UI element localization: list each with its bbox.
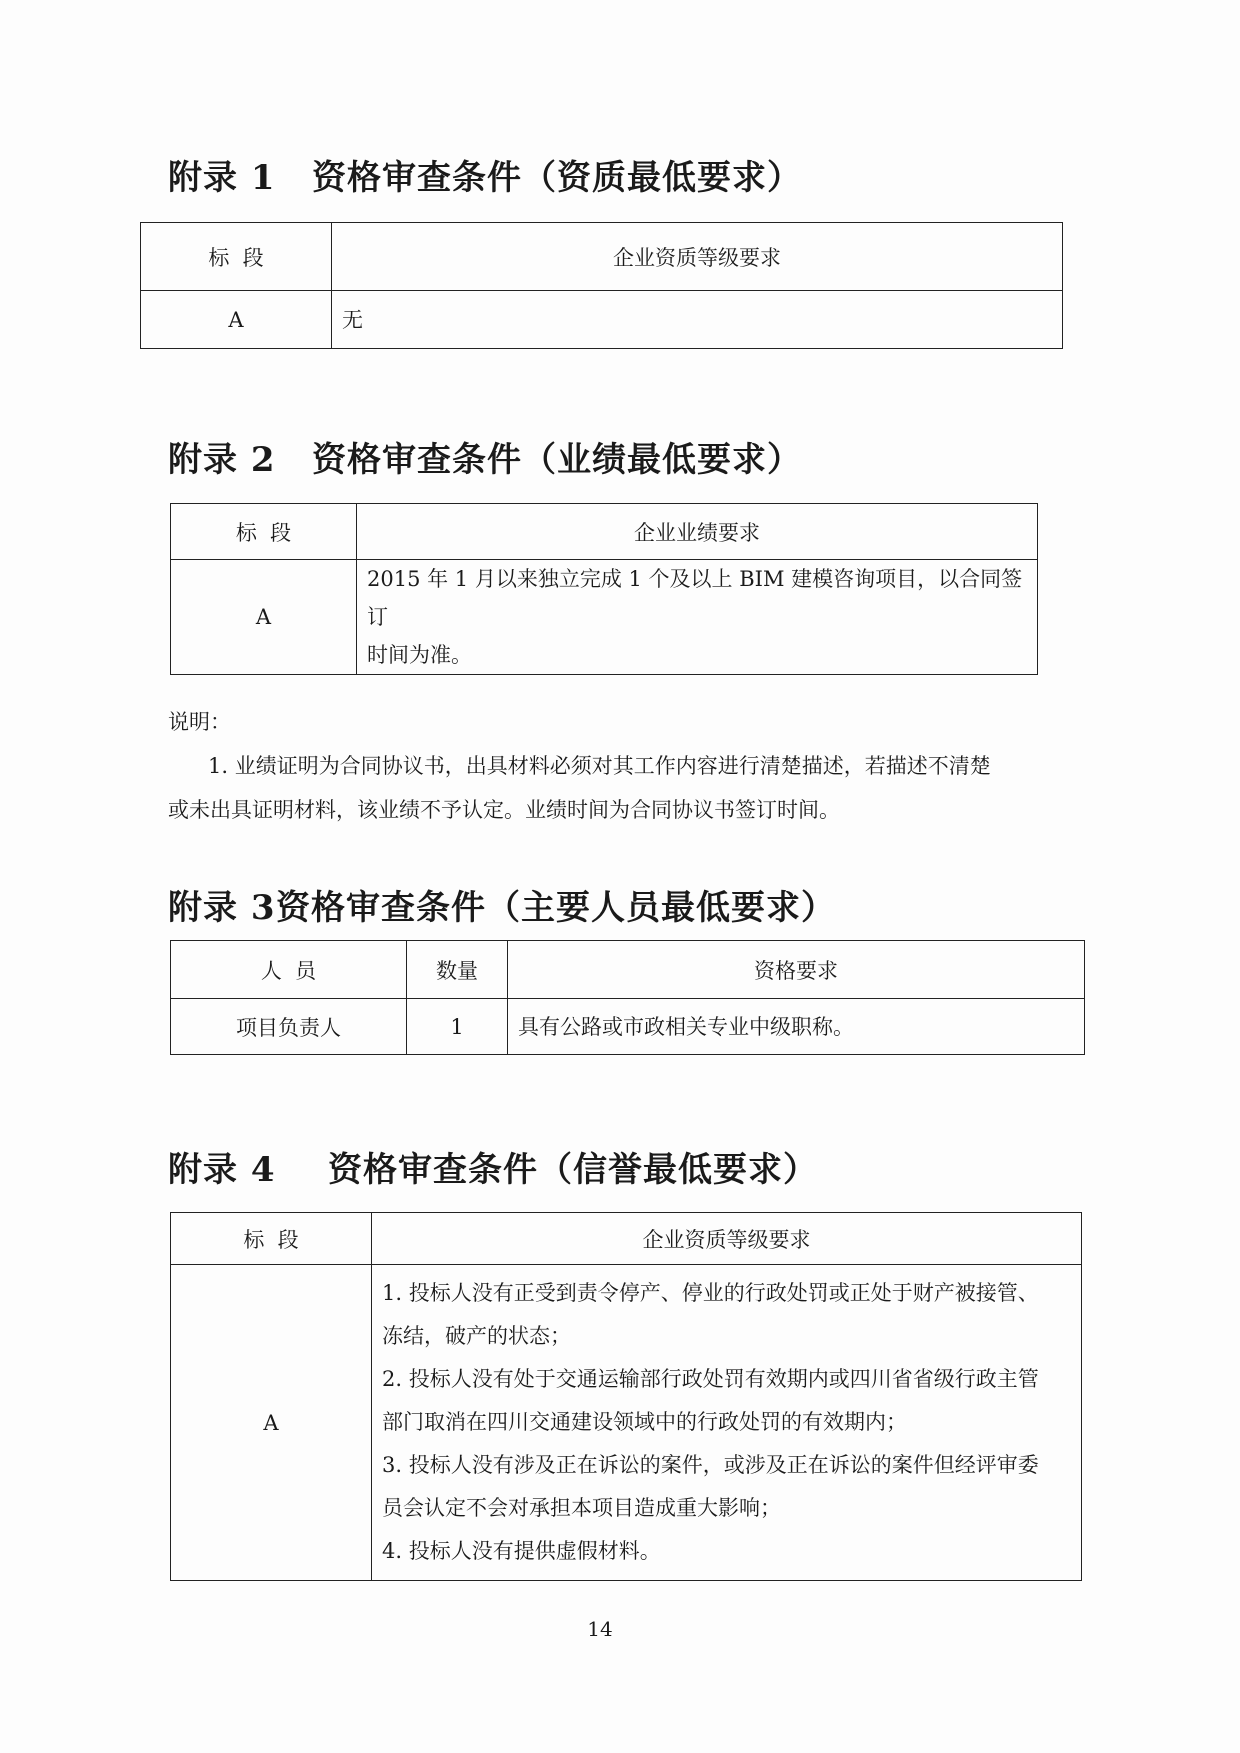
appendix2-row-segment: A (171, 560, 357, 675)
appendix1-title: 资格审查条件（资质最低要求） (312, 158, 802, 198)
appendix3-row-quantity: 1 (407, 999, 508, 1055)
appendix2-col-requirement: 企业业绩要求 (357, 504, 1038, 560)
appendix3-title: 资格审查条件（主要人员最低要求） (276, 888, 836, 928)
appendix4-title: 资格审查条件（信誉最低要求） (328, 1150, 818, 1190)
page-number: 14 (587, 1617, 613, 1641)
appendix1-table (140, 222, 1063, 349)
appendix4-table (170, 1212, 1082, 1581)
appendix2-note-line: 1. 业绩证明为合同协议书，出具材料必须对其工作内容进行清楚描述，若描述不清楚 (208, 754, 991, 778)
appendix1-row-requirement: 无 (332, 291, 1063, 349)
appendix3-row-requirement: 具有公路或市政相关专业中级职称。 (508, 999, 1085, 1055)
appendix3-table (170, 940, 1085, 1055)
appendix2-row-requirement (357, 560, 1038, 675)
appendix1-row-segment: A (141, 291, 332, 349)
appendix3-row-person: 项目负责人 (171, 999, 407, 1055)
appendix4-col-requirement: 企业资质等级要求 (372, 1213, 1082, 1265)
appendix2-note-label: 说明： (168, 710, 231, 734)
appendix2-col-segment: 标 段 (171, 504, 357, 560)
appendix2-note-line: 或未出具证明材料，该业绩不予认定。业绩时间为合同协议书签订时间。 (168, 798, 840, 822)
appendix2-title: 资格审查条件（业绩最低要求） (312, 440, 802, 480)
appendix2-number: 附录 2 (168, 440, 276, 480)
appendix3-number: 附录 3 (168, 888, 276, 928)
appendix3-col-requirement: 资格要求 (508, 941, 1085, 999)
appendix2-note-text (168, 744, 1068, 832)
appendix4-row-requirement (372, 1265, 1082, 1581)
appendix1-col-requirement: 企业资质等级要求 (332, 223, 1063, 291)
appendix2-requirement-line: 时间为准。 (367, 643, 472, 667)
appendix4-item-line: 部门取消在四川交通建设领域中的行政处罚的有效期内； (382, 1410, 907, 1434)
appendix2-heading (168, 432, 802, 481)
appendix4-item-line: 2. 投标人没有处于交通运输部行政处罚有效期内或四川省省级行政主管 (382, 1367, 1039, 1391)
appendix4-item-line: 4. 投标人没有提供虚假材料。 (382, 1539, 661, 1563)
appendix4-number: 附录 4 (168, 1150, 276, 1190)
appendix2-requirement-line: 2015 年 1 月以来独立完成 1 个及以上 BIM 建模咨询项目，以合同签订 (367, 567, 1023, 629)
appendix1-col-segment: 标 段 (141, 223, 332, 291)
appendix3-col-person: 人 员 (171, 941, 407, 999)
appendix4-heading (168, 1142, 818, 1191)
appendix2-table (170, 503, 1038, 675)
appendix4-item-line: 3. 投标人没有涉及正在诉讼的案件，或涉及正在诉讼的案件但经评审委 (382, 1453, 1039, 1477)
appendix3-col-quantity: 数量 (407, 941, 508, 999)
appendix4-item-line: 冻结，破产的状态； (382, 1324, 571, 1348)
appendix4-row-segment: A (171, 1265, 372, 1581)
appendix1-number: 附录 1 (168, 158, 276, 198)
appendix4-item-line: 员会认定不会对承担本项目造成重大影响； (382, 1496, 781, 1520)
appendix1-heading (168, 150, 802, 199)
appendix4-item-line: 1. 投标人没有正受到责令停产、停业的行政处罚或正处于财产被接管、 (382, 1281, 1039, 1305)
appendix4-col-segment: 标 段 (171, 1213, 372, 1265)
appendix3-heading (168, 880, 836, 929)
